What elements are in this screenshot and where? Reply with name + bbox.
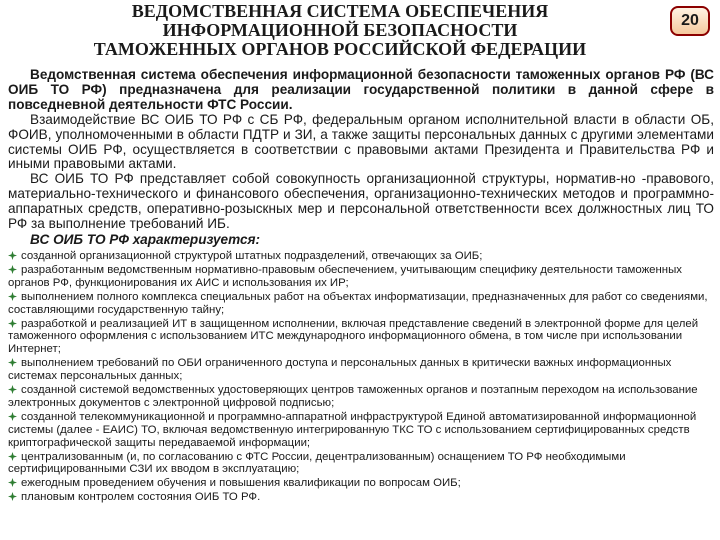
diamond-bullet-icon	[8, 383, 21, 396]
slide-title	[40, 2, 640, 59]
diamond-bullet-icon	[8, 356, 21, 369]
list-item	[8, 383, 714, 410]
list-item-text: созданной системой ведомственных удостоверяющих центров таможенных органов и поэтапным переходом на использование электронных документов с электронной цифровой подписью;	[8, 384, 698, 409]
diamond-bullet-icon	[8, 476, 21, 489]
list-item-text: выполнением полного комплекса специальных работ на объектах информатизации, предназначенных для работ со сведениями, составляющими государственную тайну;	[8, 290, 708, 316]
slide-number-badge: 20	[670, 6, 710, 36]
list-item-text: созданной телекоммуникационной и программно-аппаратной инфраструктурой Единой автоматизированной информационной системы (далее - ЕАИС) ТО, включая ведомственную интегрированную ТКС ТО с использованием сертифицированных средств криптографической защиты передаваемой информации;	[8, 410, 697, 449]
list-item-text: созданной организационной структурой штатных подразделений, отвечающих за ОИБ;	[21, 249, 483, 262]
list-item	[8, 249, 714, 263]
list-item	[8, 476, 714, 490]
title-line-1: ВЕДОМСТВЕННАЯ СИСТЕМА ОБЕСПЕЧЕНИЯ	[131, 1, 549, 21]
diamond-bullet-icon	[8, 290, 21, 303]
paragraph-interaction: Взаимодействие ВС ОИБ ТО РФ с СБ РФ, федеральным органом исполнительной власти в области ОБ, ФОИВ, уполномоченными в области ПДТР и ЗИ, а также защиты персональных данных с другими элементами системы ОИБ РФ, осуществляется в соответствии с правовыми актами Президента и Правительства РФ и иными правовыми актами.	[8, 111, 714, 172]
diamond-bullet-icon	[8, 410, 21, 423]
list-item-text: разработкой и реализацией ИТ в защищенном исполнении, включая представление сведений в электронной форме для целей таможенного оформления с использованием ИТС международного информационного обмена, в том числе при использовании Интернет;	[8, 317, 699, 356]
diamond-bullet-icon	[8, 490, 21, 503]
list-item	[8, 410, 714, 450]
list-item-text: разработанным ведомственным нормативно-правовым обеспечением, учитывающим специфику деятельности таможенных органов РФ, функционирования их АИС и использования их ИР;	[8, 263, 682, 289]
characteristics-list	[8, 249, 714, 504]
diamond-bullet-icon	[8, 263, 21, 276]
list-item	[8, 356, 714, 383]
diamond-bullet-icon	[8, 317, 21, 330]
list-item	[8, 290, 714, 317]
list-lead-rest: характеризуется:	[132, 231, 261, 247]
paragraph-definition: ВС ОИБ ТО РФ представляет собой совокупность организационной структуры, норматив-но -правового, материально-технического и финансового обеспечения, организационно-технических методов и программно-аппаратных средств, оперативно-розыскных мер и персональной ответственности всех должностных лиц ТО РФ за выполнение требований ИБ.	[8, 171, 714, 232]
list-item	[8, 263, 714, 290]
list-lead	[30, 232, 714, 247]
slide-body	[8, 68, 714, 504]
list-item-text: ежегодным проведением обучения и повышения квалификации по вопросам ОИБ;	[21, 477, 461, 490]
diamond-bullet-icon	[8, 249, 21, 262]
list-item	[8, 450, 714, 477]
list-item-text: плановым контролем состояния ОИБ ТО РФ.	[21, 491, 261, 504]
diamond-bullet-icon	[8, 450, 21, 463]
list-item-text: выполнением требований по ОБИ ограниченного доступа и персональных данных в критически важных информационных системах персональных данных;	[8, 357, 672, 383]
list-lead-subject: ВС ОИБ ТО РФ	[30, 231, 129, 247]
title-line-3: ТАМОЖЕННЫХ ОРГАНОВ РОССИЙСКОЙ ФЕДЕРАЦИИ	[93, 39, 587, 59]
title-line-2: ИНФОРМАЦИОННОЙ БЕЗОПАСНОСТИ	[162, 20, 518, 40]
paragraph-purpose: Ведомственная система обеспечения информационной безопасности таможенных органов РФ (ВС ОИБ ТО РФ) предназначена для реализации государственной политики в данной сфере в повседневной деятельности ФТС России.	[8, 67, 714, 112]
list-item	[8, 490, 714, 504]
list-item	[8, 317, 714, 357]
list-item-text: централизованным (и, по согласованию с ФТС России, децентрализованным) оснащением ТО РФ необходимыми сертифицированными СЗИ их вводом в эксплуатацию;	[8, 450, 626, 476]
